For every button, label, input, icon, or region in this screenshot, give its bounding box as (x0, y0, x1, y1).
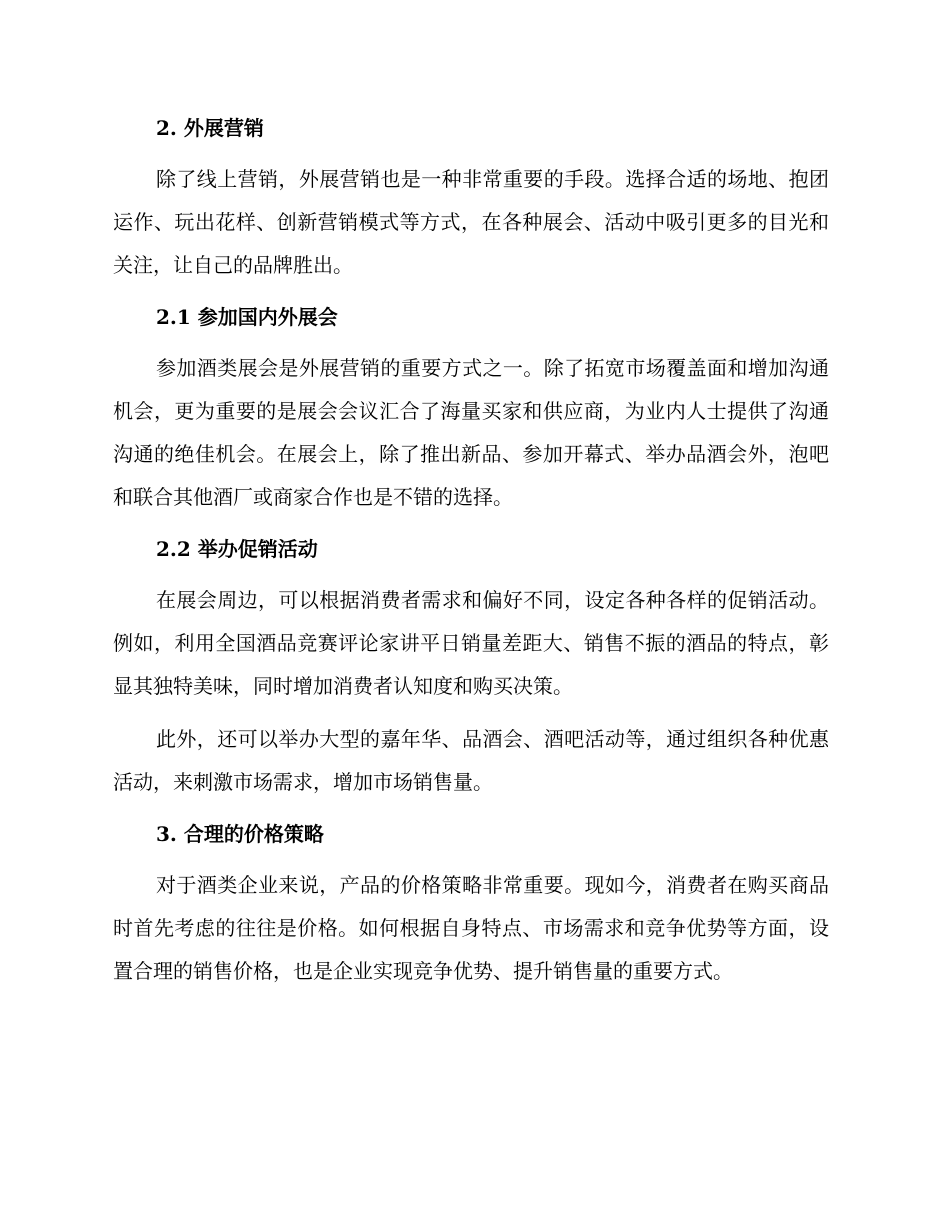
paragraph: 除了线上营销，外展营销也是一种非常重要的手段。选择合适的场地、抱团运作、玩出花样、创新营销模式等方式，在各种展会、活动中吸引更多的目光和关注，让自己的品牌胜出。 (113, 167, 829, 277)
section-heading-2-1: 2.1 参加国内外展会 (156, 305, 338, 329)
section-heading-2: 2. 外展营销 (156, 116, 264, 140)
paragraph: 对于酒类企业来说，产品的价格策略非常重要。现如今，消费者在购买商品时首先考虑的往往是价格。如何根据自身特点、市场需求和竞争优势等方面，设置合理的销售价格，也是企业实现竞争优势、提升销售量的重要方式。 (113, 873, 829, 983)
paragraph: 在展会周边，可以根据消费者需求和偏好不同，设定各种各样的促销活动。例如，利用全国酒品竞赛评论家讲平日销量差距大、销售不振的酒品的特点，彰显其独特美味，同时增加消费者认知度和购买决策。 (113, 588, 829, 698)
document-body (113, 108, 829, 993)
section-heading-3: 3. 合理的价格策略 (156, 822, 324, 846)
section-heading-2-2: 2.2 举办促销活动 (156, 537, 318, 561)
paragraph: 此外，还可以举办大型的嘉年华、品酒会、酒吧活动等，通过组织各种优惠活动，来刺激市场需求，增加市场销售量。 (113, 727, 829, 794)
paragraph: 参加酒类展会是外展营销的重要方式之一。除了拓宽市场覆盖面和增加沟通机会，更为重要的是展会会议汇合了海量买家和供应商，为业内人士提供了沟通沟通的绝佳机会。在展会上，除了推出新品、参加开幕式、举办品酒会外，泡吧和联合其他酒厂或商家合作也是不错的选择。 (113, 356, 829, 509)
